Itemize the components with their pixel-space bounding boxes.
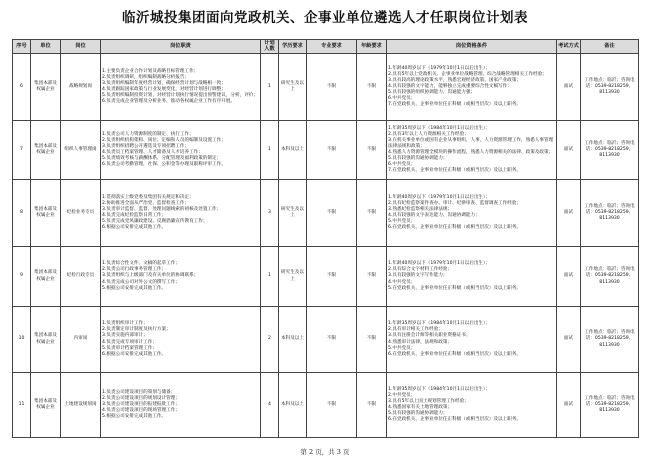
duties-cell-line: 1.主要负责企业合作计划及战略目标管理工作； [102, 68, 199, 74]
qualifications-cell-line: 3.具有注册会计师等相关职业资格证书； [388, 333, 471, 339]
qualifications-cell-line: 3.熟悉纪检监察相关法律法规； [388, 206, 453, 212]
qualifications-cell-line: 4.熟悉审计法律、法规和政策； [388, 339, 453, 345]
qualifications-cell-line: 6.中共党员； [388, 96, 416, 102]
document-title: 临沂城投集团面向党政机关、企事业单位遴选人才任职岗位计划表 [122, 10, 528, 26]
education-cell: 研究生及以上 [279, 180, 307, 247]
qualifications-cell-line: 2.具有3年以上人力资源相关工作经验； [388, 131, 469, 137]
duties-cell-line: 5.负责完成党风廉政建设、反腐倡廉宣传教育工作； [102, 219, 208, 225]
row-number: 10 [13, 307, 31, 373]
exam-cell: 面试 [557, 307, 581, 373]
duties-cell [101, 121, 261, 180]
duties-cell-line: 2.负责制定审计制度及执行方案； [102, 327, 171, 333]
exam-cell: 面试 [557, 180, 581, 247]
table-row [13, 373, 639, 438]
duties-cell-line: 5.负责绩效考核与薪酬体系、分配管理及福利政策的制定； [102, 156, 222, 162]
note-cell: 工作地点：临沂；咨询电话：0539-8218259、8113930 [581, 121, 639, 180]
qualifications-cell-line: 4.具有较强的文字表达能力、沟通协调能力； [388, 213, 480, 218]
qualifications-cell [387, 180, 557, 247]
qualifications-cell-line: 5.中共党员； [388, 219, 416, 225]
duties-cell-line: 1.负责公司建设项目的策划与储备； [102, 389, 176, 395]
note-cell: 工作地点：临沂；咨询电话：0539-8218259、8113930 [581, 180, 639, 247]
unit-cell: 集团本部及权属企业 [31, 121, 61, 180]
duties-cell [101, 247, 261, 307]
qualifications-cell [387, 307, 557, 373]
row-number: 7 [13, 121, 31, 180]
age-cell: 不限 [357, 373, 387, 438]
qualifications-cell-line: 2.具有审计相关工作经验； [388, 327, 443, 333]
page-number: 第 2 页，共 3 页 [300, 448, 350, 456]
header-duties: 岗位职责 [101, 40, 261, 54]
duties-cell [101, 373, 261, 438]
qualifications-cell-line: 5.具有较强的组织协调能力，沟通能力强； [388, 90, 476, 96]
education-cell: 本科及以上 [279, 307, 307, 373]
unit-cell: 集团本部及权属企业 [31, 307, 61, 373]
qualifications-cell-line: 3.具有较高的理论政策水平，熟悉宏观经济政策、国家产业政策； [388, 77, 522, 83]
unit-cell: 集团本部及权属企业 [31, 54, 61, 121]
table-row [13, 247, 639, 307]
major-cell: 不限 [307, 307, 357, 373]
duties-cell-line: 2.负责组织机构架构、岗位、定编和人员的编制及设置工作； [102, 137, 226, 143]
exam-cell: 面试 [557, 247, 581, 307]
header-age: 年龄要求 [357, 40, 387, 54]
age-cell: 不限 [357, 307, 387, 373]
unit-cell: 集团本部及权属企业 [31, 180, 61, 247]
exam-cell: 面试 [557, 373, 581, 438]
table-row [13, 307, 639, 373]
exam-cell: 面试 [557, 54, 581, 121]
duties-cell-line: 6.负责完成企业管理及分析业务，推动各权属企业工作有序开展。 [102, 99, 236, 105]
qualifications-cell-line: 7.在党政机关、企事业单位任正科级（或相当层次）及以上职务。 [388, 102, 522, 108]
major-cell: 不限 [307, 54, 357, 121]
post-cell: 土地建设规划岗 [61, 373, 101, 438]
duties-cell-line: 4.负责公司建设项目的现场管理工作； [102, 408, 180, 414]
duties-cell-line: 4.负责完成纪检监察日常工作； [102, 213, 167, 218]
duties-cell-line: 3.负责实施内部审计； [102, 333, 148, 339]
duties-cell-line: 3.负责组织与上级部门及有关单位的协调联系； [102, 273, 199, 279]
row-number: 11 [13, 373, 31, 438]
unit-cell: 集团本部及权属企业 [31, 247, 61, 307]
count-cell: 2 [261, 307, 279, 373]
duties-cell-line: 3.负责公司建设项目的报建报批工作； [102, 401, 180, 407]
qualifications-cell-line: 1.年龄40周岁以下（1979年10月1日以后出生）； [388, 261, 490, 267]
duties-cell [101, 180, 261, 247]
education-cell: 研究生及以上 [279, 247, 307, 307]
duties-cell-line: 5.负责组织编制投资计划，对经营计划执行情况提出预警建议，分析，评价； [102, 93, 258, 99]
post-cell: 纪检业务专员 [61, 180, 101, 247]
duties-cell-line: 2.负责公司建设项目的规划设计管理； [102, 395, 180, 401]
qualifications-cell-line: 1.年龄35周岁以下（1984年10月1日以后出生）； [388, 321, 490, 327]
note-cell: 工作地点：临沂；咨询电话：0539-8218259、8113930 [581, 247, 639, 307]
qualifications-cell-line: 1.年龄40周岁以下（1979年10月1日以后出生）； [388, 65, 490, 71]
education-cell: 本科及以上 [279, 373, 307, 438]
duties-cell-line: 3.负责审计监督、监督、处理问题线索的初核及处置工作； [102, 206, 222, 212]
qualifications-cell-line: 4.具有较强的文字能力，能够独立完成重要综合性文稿写作； [388, 83, 512, 89]
education-cell: 研究生及以上 [279, 54, 307, 121]
qualifications-cell-line: 5.在党政机关、企事业单位任正科级（或相当层次）及以上职务。 [388, 285, 522, 291]
post-cell: 组织人事管理岗 [61, 121, 101, 180]
note-cell: 工作地点：临沂；咨询电话：0539-8218259、8113930 [581, 307, 639, 373]
duties-cell-line: 6.根据公司安排完成其他工作。 [102, 351, 167, 357]
duties-cell-line: 3.负责组织编制年度经营计划，确保经营计划与战略相一致； [102, 80, 226, 86]
position-plan-table [12, 39, 639, 438]
qualifications-cell-line: 4.熟悉国家有关土地管理政策； [388, 405, 453, 410]
duties-cell [101, 307, 261, 373]
duties-cell-line: 5.负责审计档案管理工作； [102, 345, 157, 351]
qualifications-cell-line: 4.熟悉人力资源管理全模块的操作流程，熟悉人力资源相关的法律、政策及政策； [388, 150, 554, 155]
duties-cell-line: 1.贯彻落实上级党委及集团有关规定和决定； [102, 194, 194, 200]
duties-cell-line: 1.负责综合性文件、文稿的起草工作； [102, 261, 180, 267]
major-cell: 不限 [307, 373, 357, 438]
qualifications-cell-line: 2.具有综合文字材料工作经验； [388, 267, 453, 273]
qualifications-cell [387, 54, 557, 121]
qualifications-cell-line: 1.年龄35周岁以下（1984年10月1日以后出生）； [388, 125, 490, 131]
major-cell: 不限 [307, 247, 357, 307]
qualifications-cell-line: 2.中共党员； [388, 392, 416, 398]
qualifications-cell [387, 247, 557, 307]
qualifications-cell-line: 4.中共党员； [388, 279, 416, 285]
duties-cell-line: 2.负责公司行政事务管理工作； [102, 267, 167, 273]
header-qualifications: 岗位资格条件 [387, 40, 557, 54]
qualifications-cell-line: 1.年龄40周岁以下（1979年10月1日以后出生）； [388, 194, 490, 200]
post-cell: 内审岗 [61, 307, 101, 373]
qualifications-cell-line: 6.在党政机关、企事业单位任正科级（或相当层次）及以上职务。 [388, 225, 522, 231]
header-no: 序号 [13, 40, 31, 54]
table-row [13, 180, 639, 247]
header-unit: 单位 [31, 40, 61, 54]
header-post: 岗位 [61, 40, 101, 54]
header-note: 备注 [581, 40, 639, 54]
header-exam: 考试方式 [557, 40, 581, 54]
exam-cell: 面试 [557, 121, 581, 180]
duties-cell-line: 4.负责跟踪国家政策与行业发展变化，对经营计划进行调整； [102, 87, 226, 92]
age-cell: 不限 [357, 121, 387, 180]
count-cell: 1 [261, 54, 279, 121]
table-header-row [13, 40, 639, 54]
qualifications-cell [387, 121, 557, 180]
table-row [13, 54, 639, 121]
row-number: 6 [13, 54, 31, 121]
table-row [13, 121, 639, 180]
row-number: 8 [13, 180, 31, 247]
duties-cell-line: 4.负责员工档案管理、人才储备及人才培养工作； [102, 150, 203, 155]
major-cell: 不限 [307, 121, 357, 180]
qualifications-cell-line: 1.年龄35周岁以下（1984年10月1日以后出生）； [388, 386, 490, 392]
duties-cell [101, 54, 261, 121]
duties-cell-line: 1.负责组织审计工作； [102, 321, 148, 327]
qualifications-cell [387, 373, 557, 438]
post-cell: 纪检行政专员 [61, 247, 101, 307]
duties-cell-line: 4.负责完成专项审计工作； [102, 339, 157, 345]
duties-cell-line: 5.根据公司安排完成其他工作。 [102, 285, 167, 291]
qualifications-cell-line: 5.具有较强的沟通协调能力； [388, 156, 448, 162]
qualifications-cell-line: 3.具有较强的文字写作能力； [388, 273, 448, 279]
count-cell: 4 [261, 373, 279, 438]
duties-cell-line: 4.负责完成公司对外公文的撰写工作； [102, 279, 180, 285]
duties-cell-line: 2.协助推进全面从严治党、监督检查工作； [102, 200, 190, 206]
note-cell: 工作地点：临沂；咨询电话：0539-8218259、8113930 [581, 54, 639, 121]
education-cell: 本科及以上 [279, 121, 307, 180]
post-cell: 战略规划岗 [61, 54, 101, 121]
qualifications-cell-line: 6.在党政机关、企事业单位任正科级（或相当层次）及以上职务。 [388, 417, 522, 423]
header-major: 专业要求 [307, 40, 357, 54]
qualifications-cell-line: 5.中共党员； [388, 345, 416, 351]
duties-cell-line: 2.负责组织调研，组织编制战略分析报告； [102, 74, 190, 80]
duties-cell-line: 6.根据公司安排完成其他工作。 [102, 225, 167, 231]
row-number: 9 [13, 247, 31, 307]
qualifications-cell-line: 2.具有纪检监察案件查办、审计、纪律审查、监督调查工作经验； [388, 200, 522, 206]
count-cell: 1 [261, 121, 279, 180]
duties-cell-line: 3.负责组织招聘公开遴选及专项招聘工作； [102, 143, 190, 149]
count-cell: 3 [261, 180, 279, 247]
qualifications-cell-line: 3.具有5年以上国土规划管理工作经验； [388, 398, 469, 404]
header-count: 计划人数 [261, 40, 279, 54]
age-cell: 不限 [357, 247, 387, 307]
qualifications-cell-line: 3.在机关事业单位或国有企业从事组织、人事、人力资源管理工作，熟悉人事管理法律法规和政策； [388, 137, 554, 149]
header-education: 学历要求 [279, 40, 307, 54]
major-cell: 不限 [307, 180, 357, 247]
age-cell: 不限 [357, 54, 387, 121]
qualifications-cell-line: 2.具有5年以上党政机关、企事业单位战略管理、综合战略管理相关工作经验； [388, 71, 547, 77]
count-cell: 1 [261, 247, 279, 307]
qualifications-cell-line: 5.具有较强的沟通协调能力； [388, 411, 448, 417]
qualifications-cell-line: 6.中共党员； [388, 162, 416, 168]
duties-cell-line: 5.根据公司安排完成其他工作。 [102, 414, 167, 420]
age-cell: 不限 [357, 180, 387, 247]
unit-cell: 集团本部及权属企业 [31, 373, 61, 438]
qualifications-cell-line: 7.在党政机关、企事业单位任正科级（或相当层次）及以上职务。 [388, 168, 522, 174]
note-cell: 工作地点：临沂；咨询电话：0539-8218259、8113930 [581, 373, 639, 438]
duties-cell-line: 1.负责公司人力资源制度的制定、执行工作； [102, 131, 194, 137]
duties-cell-line: 6.负责公司考勤管理，社保、公积金等办理及职称评审工作。 [102, 162, 226, 168]
qualifications-cell-line: 6.在党政机关、企事业单位任正科级（或相当层次）及以上职务。 [388, 351, 522, 357]
